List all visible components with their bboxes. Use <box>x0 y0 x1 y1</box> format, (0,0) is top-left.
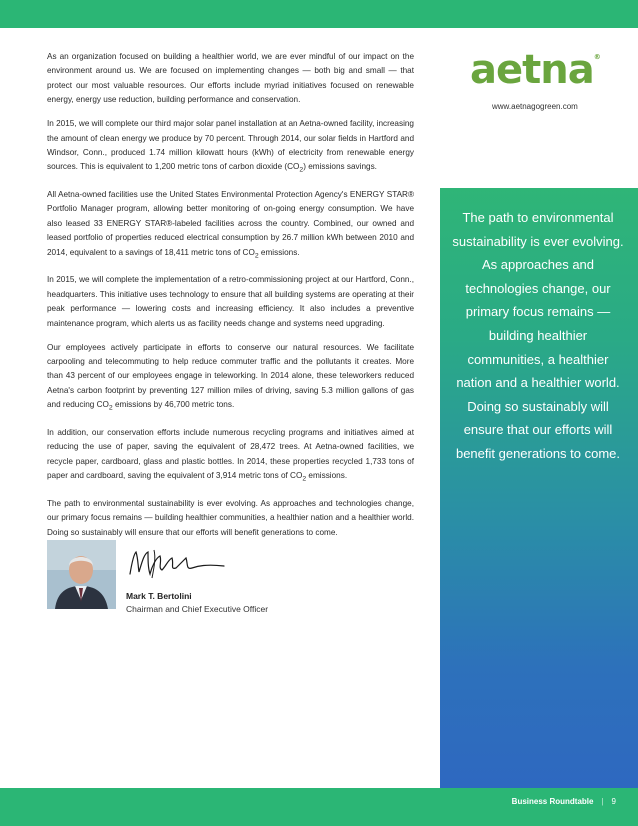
footer-separator: | <box>601 797 604 806</box>
co2-subscript: 2 <box>254 252 259 260</box>
paragraph-retro-commissioning: In 2015, we will complete the implementation of a retro-commissioning project at our Hartford, Conn., headquarters. This initiative uses technology to ensure that all building systems are operating at their peak performance — lowering costs and increasing efficiency. It also includes a preventive maintenance program, which alerts us as facility needs change and systems need upgrading. <box>47 275 414 328</box>
paragraph-recycling-text-end: emissions. <box>306 471 348 481</box>
aetna-logo <box>470 47 601 93</box>
paragraph-energy-star <box>47 188 414 264</box>
aetna-logo-text: aetna <box>470 47 594 93</box>
paragraph-solar-text-end: ) emissions savings. <box>303 162 377 172</box>
paragraph-solar <box>47 117 414 178</box>
signer-name: Mark T. Bertolini <box>126 591 192 601</box>
paragraph-energy-star-text: All Aetna-owned facilities use the United States Environmental Protection Agency's ENERGY STAR® Portfolio Manager program, allowing better monitoring of on-going energy consumption. We have also leased 33 ENERGY STAR®-labeled facilities across the country. Combined, our owned and leased portfolio of properties reduced electrical consumption by 26.7 million kWh between 2010 and 2014, equivalent to a savings of 18,411 metric tons of CO <box>47 190 414 257</box>
paragraph-employees-text: Our employees actively participate in efforts to conserve our natural resources. We facilitate carpooling and telecommuting to help reduce commuter traffic and the pollutants it creates. More than 43 percent of our employees engage in teleworking. In 2014 alone, these teleworkers reduced Aetna's carbon footprint by preventing 127 million miles of driving, saving 5.3 million gallons of gas and reducing CO <box>47 342 414 410</box>
paragraph-energy-star-text-end: emissions. <box>258 247 300 257</box>
signer-title: Chairman and Chief Executive Officer <box>126 604 269 614</box>
footer-label: Business Roundtable <box>511 797 594 806</box>
top-accent-bar <box>0 0 638 28</box>
co2-subscript: 2 <box>299 167 304 175</box>
paragraph-recycling-text: In addition, our conservation efforts include numerous recycling programs and initiatives aimed at reducing the use of paper, saving the equivalent of 28,472 trees. At Aetna-owned facilities, we recycle paper, cardboard, glass and plastic bottles. In 2014, these properties recycled 1,733 tons of paper and cardboard, saving the equivalent of 3,914 metric tons of CO <box>47 427 414 481</box>
article-body <box>47 50 414 550</box>
paragraph-recycling <box>47 426 414 487</box>
paragraph-intro: As an organization focused on building a healthier world, we are ever mindful of our impact on the environment around us. We are focused on implementing changes — both big and small — that protect our most valuable resources. Our efforts include myriad initiatives focused on renewable energy, energy use reduction, building performance and conservation. <box>47 52 414 105</box>
co2-subscript: 2 <box>108 404 113 412</box>
co2-subscript: 2 <box>302 475 307 483</box>
page-number: 9 <box>611 797 616 806</box>
paragraph-employees <box>47 341 414 417</box>
portrait-illustration <box>47 540 116 609</box>
signature-graphic <box>126 544 226 580</box>
footer-bar <box>0 788 638 826</box>
paragraph-solar-text: In 2015, we will complete our third major solar panel installation at an Aetna-owned facility, increasing the amount of clean energy we produce by 70 percent. Through 2014, our solar fields in Hartford and Windsor, Conn., produced 1.74 million kilowatt hours (kWh) of electricity from renewable energy sources. This is equivalent to 1,200 metric tons of carbon dioxide (CO <box>47 119 414 172</box>
registered-mark: ® <box>593 53 601 61</box>
ceo-portrait-photo <box>47 540 116 609</box>
pull-quote: The path to environmental sustainability is ever evolving. As approaches and technologies change, our primary focus remains — building healthier communities, a healthier nation and a healthier world. Doing so sustainably will ensure that our efforts will benefit generations to come. <box>452 210 624 461</box>
paragraph-conclusion: The path to environmental sustainability is ever evolving. As approaches and technologies change, our primary focus remains — building healthier communities, a healthier nation and a healthier world. Doing so sustainably will ensure that our efforts will benefit generations to come. <box>47 498 414 537</box>
paragraph-employees-text-end: emissions by 46,700 metric tons. <box>112 400 235 410</box>
footer <box>512 797 616 806</box>
website-url[interactable]: www.aetnagogreen.com <box>492 102 578 111</box>
